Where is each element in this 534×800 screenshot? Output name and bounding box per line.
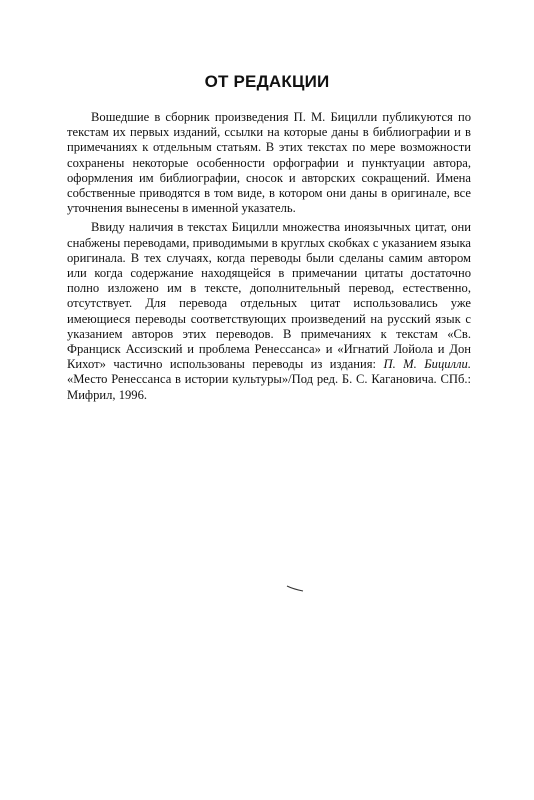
editorial-note-body (67, 110, 471, 403)
paragraph-1: Вошедшие в сборник произведения П. М. Бицилли публикуются по текстам их первых изданий, ссылки на которые даны в библиографии и в примечаниях к отдельным статьям. В этих текстах по мере возможности сохранены некоторые особенности орфографии и пунктуации автора, оформления им библиографии, сносок и авторских сокращений. Имена собственные приводятся в том виде, в котором они даны в оригинале, все уточнения вынесены в именной указатель. (67, 110, 471, 216)
paragraph-2 (67, 220, 471, 402)
paragraph-2-tail: «Место Ренессанса в истории культуры»/Под ред. Б. С. Кагановича. СПб.: Мифрил, 1996. (67, 372, 471, 402)
cited-author: П. М. Бицилли. (383, 357, 471, 372)
page-title: ОТ РЕДАКЦИИ (204, 72, 330, 91)
stray-mark (286, 584, 304, 592)
paragraph-2-main: Ввиду наличия в текстах Бицилли множества иноязычных цитат, они снабжены переводами, приводимыми в круглых скобках с указанием языка оригинала. В тех случаях, когда переводы были сделаны самим автором или когда содержание находящейся в примечании цитаты достаточно полно изложено им в тексте, дополнительный перевод, естественно, отсутствует. Для перевода отдельных цитат использовались уже имеющиеся переводы соответствующих произведений на русский язык с указанием авторов этих переводов. В примечаниях к текстам «Св. Франциск Ассизский и проблема Ренессанса» и «Игнатий Лойола и Дон Кихот» частично использованы переводы из издания: (67, 220, 471, 372)
